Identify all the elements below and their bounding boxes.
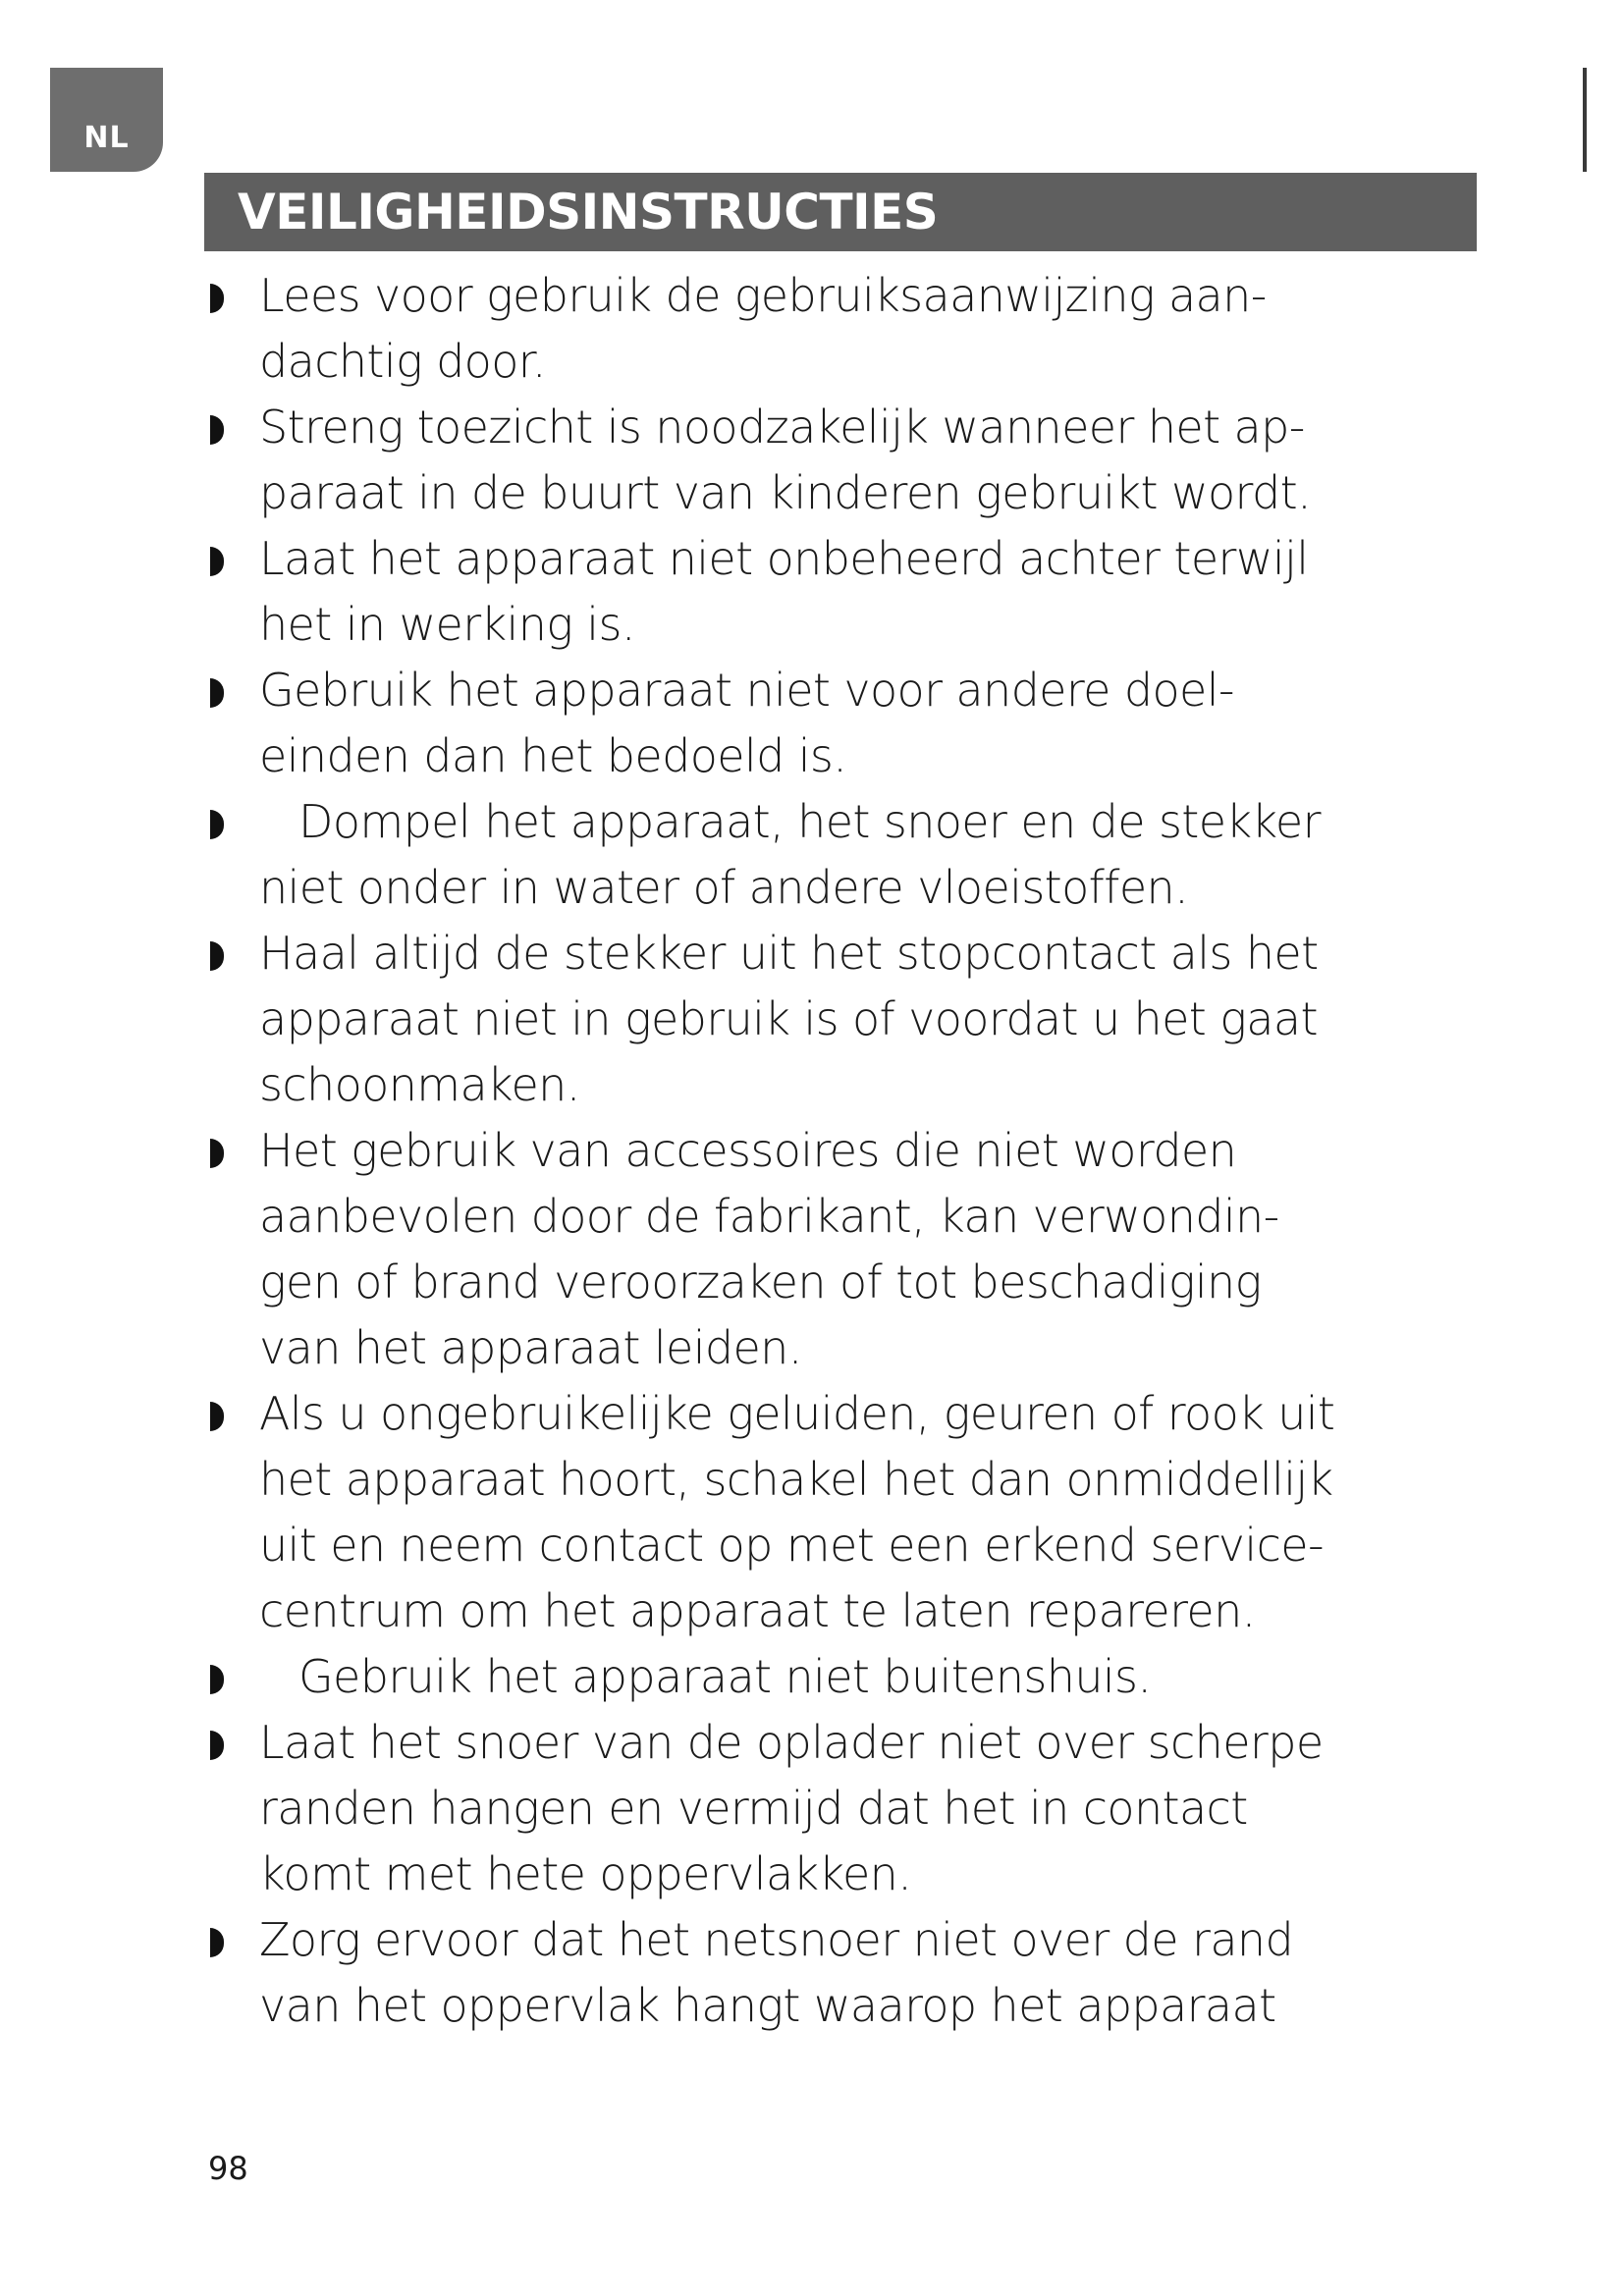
list-item (210, 1381, 1585, 1644)
list-item (210, 395, 1585, 526)
item-line: Het gebruik van accessoires die niet worden (259, 1124, 1237, 1177)
list-item (210, 263, 1585, 395)
item-line: gen of brand veroorzaken of tot beschadiging (259, 1255, 1262, 1308)
list-item (210, 658, 1585, 789)
list-item (210, 1118, 1585, 1381)
item-line: het in werking is. (259, 598, 635, 651)
item-line: Gebruik het apparaat niet voor andere doel- (259, 664, 1234, 717)
item-line: Dompel het apparaat, het snoer en de stekker (298, 795, 1321, 848)
item-line: Als u ongebruikelijke geluiden, geuren of rook uit (259, 1387, 1335, 1440)
item-line: Lees voor gebruik de gebruiksaanwijzing aan- (259, 269, 1267, 322)
item-line: Gebruik het apparaat niet buitenshuis. (298, 1650, 1152, 1703)
bullet-icon (210, 678, 224, 708)
list-item (210, 1907, 1585, 2039)
item-line: aanbevolen door de fabrikant, kan verwondin- (259, 1190, 1279, 1243)
bullet-icon (210, 547, 224, 576)
bullet-icon (210, 1402, 224, 1431)
page-edge-marker (1583, 68, 1587, 172)
item-line: schoonmaken. (259, 1058, 580, 1111)
item-line: niet onder in water of andere vloeistoffen. (259, 861, 1189, 914)
item-line: Laat het apparaat niet onbeheerd achter terwijl (259, 532, 1309, 585)
list-item (210, 789, 1585, 921)
section-title: VEILIGHEIDSINSTRUCTIES (238, 184, 939, 240)
bullet-icon (210, 1731, 224, 1760)
item-line: randen hangen en vermijd dat het in contact (259, 1782, 1248, 1835)
bullet-icon (210, 284, 224, 313)
item-line: dachtig door. (259, 335, 546, 388)
bullet-icon (210, 1665, 224, 1694)
list-item (210, 1710, 1585, 1907)
item-line: het apparaat hoort, schakel het dan onmiddellijk (259, 1453, 1333, 1506)
bullet-icon (210, 1139, 224, 1168)
item-line: Haal altijd de stekker uit het stopcontact als het (259, 927, 1319, 980)
item-line: einden dan het bedoeld is. (259, 729, 847, 782)
item-line: centrum om het apparaat te laten repareren. (259, 1584, 1256, 1637)
language-tab (50, 68, 163, 172)
item-line: van het apparaat leiden. (259, 1321, 802, 1374)
bullet-icon (210, 1928, 224, 1957)
item-line: apparaat niet in gebruik is of voordat u het gaat (259, 992, 1318, 1045)
safety-instructions-list (210, 263, 1585, 2039)
page-number: 98 (208, 2150, 248, 2187)
item-line: paraat in de buurt van kinderen gebruikt wordt. (259, 466, 1312, 519)
item-line: komt met hete oppervlakken. (259, 1847, 912, 1900)
bullet-icon (210, 415, 224, 445)
section-header (204, 173, 1477, 251)
list-item (210, 1644, 1585, 1710)
list-item (210, 921, 1585, 1118)
bullet-icon (210, 941, 224, 971)
item-line: Laat het snoer van de oplader niet over scherpe (259, 1716, 1324, 1769)
item-line: uit en neem contact op met een erkend service- (259, 1519, 1324, 1572)
list-item (210, 526, 1585, 658)
item-line: Streng toezicht is noodzakelijk wanneer het ap- (259, 400, 1305, 454)
item-line: Zorg ervoor dat het netsnoer niet over de rand (259, 1913, 1294, 1966)
bullet-icon (210, 810, 224, 839)
language-tab-label: NL (83, 120, 130, 155)
item-line: van het oppervlak hangt waarop het apparaat (259, 1979, 1276, 2032)
